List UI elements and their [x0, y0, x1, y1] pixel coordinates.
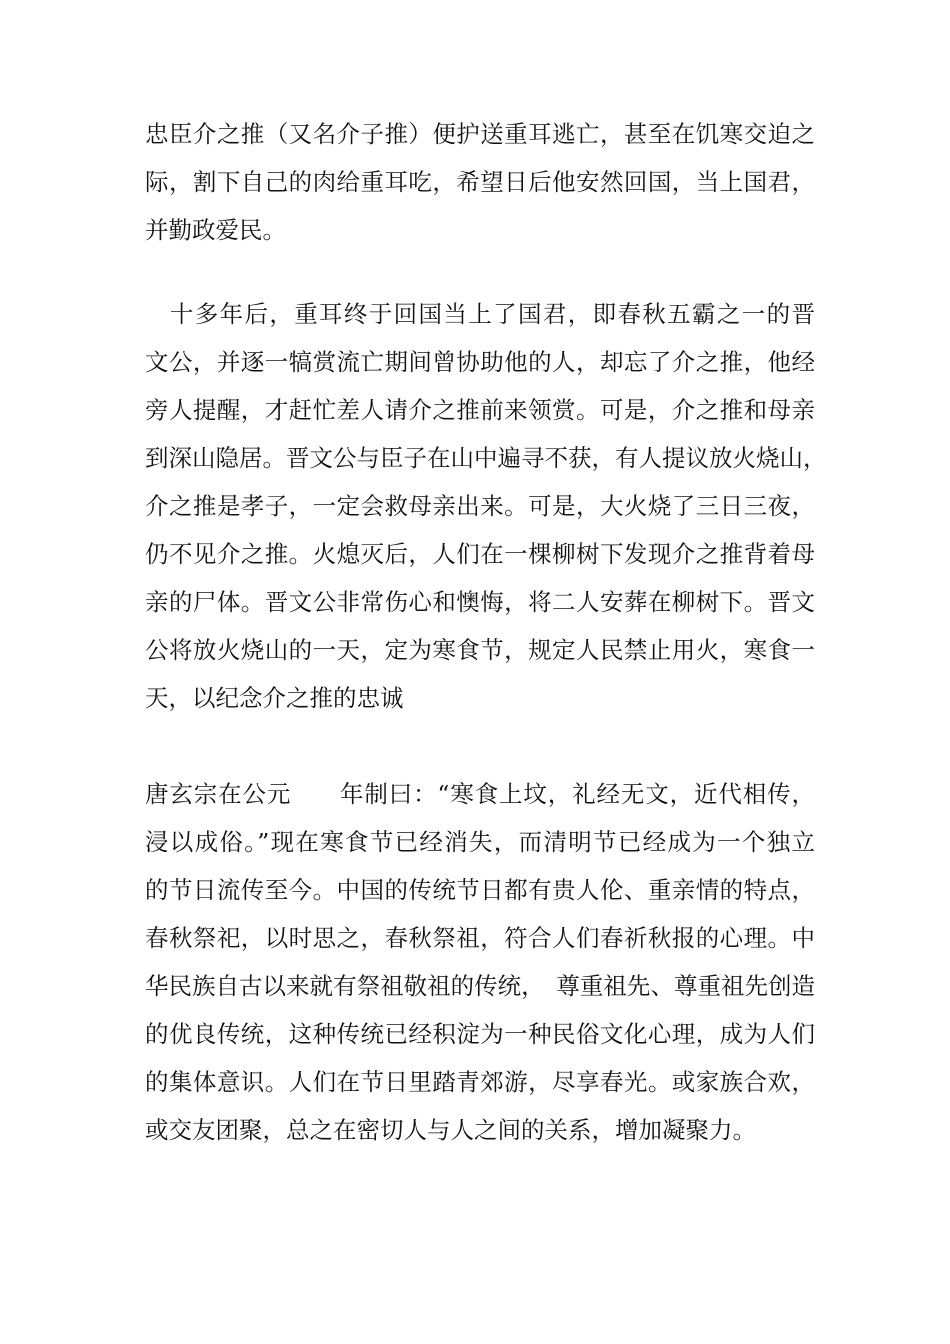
text-line: 春秋祭祀，以时思之，春秋祭祖，符合人们春祈秋报的心理。中	[145, 924, 815, 952]
text-line: 亲的尸体。晋文公非常伤心和懊悔，将二人安葬在柳树下。晋文	[145, 588, 815, 616]
text-line: 到深山隐居。晋文公与臣子在山中遍寻不获，有人提议放火烧山，	[145, 444, 827, 472]
text-line: 或交友团聚，总之在密切人与人之间的关系，增加凝聚力。	[145, 1116, 756, 1144]
text-line: 并勤政爱民。	[145, 216, 286, 244]
text-line: 忠臣介之推（又名介子推）便护送重耳逃亡，甚至在饥寒交迫之	[145, 120, 815, 148]
paragraph-2	[145, 290, 827, 722]
paragraph-1	[145, 110, 815, 254]
text-line: 浸以成俗。”现在寒食节已经消失，而清明节已经成为一个独立	[145, 828, 815, 856]
text-line: 的集体意识。人们在节日里踏青郊游，尽享春光。或家族合欢，	[145, 1068, 815, 1096]
text-line: 华民族自古以来就有祭祖敬祖的传统， 尊重祖先、尊重祖先创造	[145, 972, 815, 1000]
text-line: 的优良传统，这种传统已经积淀为一种民俗文化心理，成为人们	[145, 1020, 815, 1048]
text-line: 公将放火烧山的一天，定为寒食节，规定人民禁止用火，寒食一	[145, 636, 815, 664]
text-line: 的节日流传至今。中国的传统节日都有贵人伦、重亲情的特点，	[145, 876, 815, 904]
text-line: 唐玄宗在公元 年制曰：“寒食上坟，礼经无文，近代相传，	[145, 780, 815, 808]
text-line: 文公，并逐一犒赏流亡期间曾协助他的人，却忘了介之推，他经	[145, 348, 815, 376]
text-line: 旁人提醒，才赶忙差人请介之推前来领赏。可是，介之推和母亲	[145, 396, 815, 424]
text-line: 际，割下自己的肉给重耳吃，希望日后他安然回国，当上国君，	[145, 168, 815, 196]
text-line: 天，以纪念介之推的忠诚	[145, 684, 404, 712]
paragraph-3	[145, 770, 815, 1154]
text-line: 十多年后，重耳终于回国当上了国君，即春秋五霸之一的晋	[145, 300, 815, 328]
text-line: 介之推是孝子，一定会救母亲出来。可是，大火烧了三日三夜，	[145, 492, 815, 520]
text-line: 仍不见介之推。火熄灭后，人们在一棵柳树下发现介之推背着母	[145, 540, 815, 568]
